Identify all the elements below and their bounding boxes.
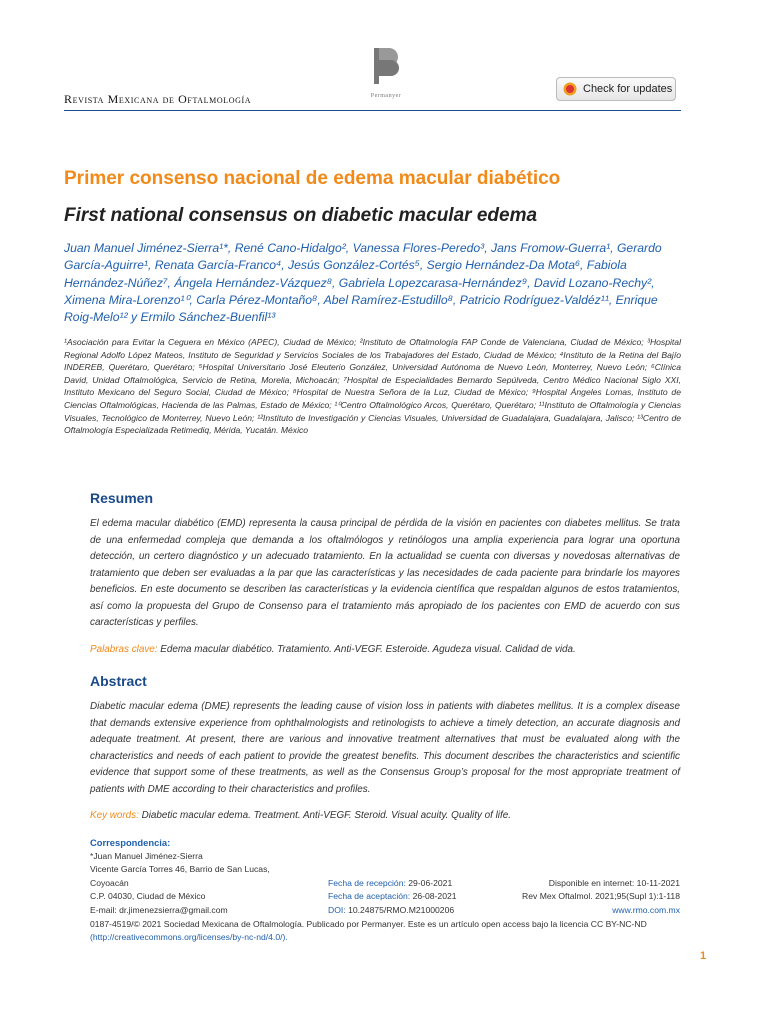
correspondence-street: Vicente García Torres 46, Barrio de San Lucas, [90,864,270,875]
abstract-keywords-text: Diabetic macular edema. Treatment. Anti-VEGF. Steroid. Visual acuity. Quality of life. [141,810,511,821]
citation: Rev Mex Oftalmol. 2021;95(Supl 1):1-118 [522,891,680,902]
correspondence-postal: C.P. 04030, Ciudad de México [90,891,206,902]
permanyer-logo-icon [371,46,401,86]
resumen-keywords-text: Edema macular diabético. Tratamiento. Anti-VEGF. Esteroide. Agudeza visual. Calidad de vida. [160,643,576,655]
correspondence-city: Coyoacán [90,877,129,888]
title-spanish: Primer consenso nacional de edema macular diabético [64,168,561,189]
doi-label: DOI: [328,904,346,915]
online-date: Disponible en internet: 10-11-2021 [548,877,680,888]
page-number: 1 [700,950,707,962]
resumen-section [90,490,680,655]
abstract-text: Diabetic macular edema (DME) represents the leading cause of vision loss in patients with diabetes mellitus. It is a complex disease that demands extensive experience from ophthalmologists and retinologists to achieve a timely detection, an accurate diagnosis and adequate treatment. At present, there are various and innovative treatment alternatives that must be evaluated along with the characteristics and needs of each patient to provide the greatest benefits. This document describes the characteristics and scientific evidence that support some of these treatments, as well as the Consensus Group’s proposal for the most appropriate treatment of patients with DME according to their characteristics and profiles. [90,701,680,795]
resumen-text: El edema macular diabético (EMD) representa la causa principal de pérdida de la visión en pacientes con diabetes mellitus. Se trata de una enfermedad compleja que demanda a los oftalmólogos y retinólogos una amplia experiencia para lograr una oportuna detección, un certero diagnóstico y un adecuado tratamiento. En la actualidad se cuenta con diversas y novedosas alternativas de tratamiento que deben ser evaluadas a la par que las características y las necesidades de cada paciente para brindarle los mayores beneficios. En este documento se describen las características y la evidencia científica que respaldan algunos de estos tratamientos, así como la propuesta del Grupo de Consenso para el tratamiento más apropiado de los pacientes con EMD de acuerdo con sus características y perfiles. [90,518,680,628]
abstract-keywords-label: Key words: [90,810,139,821]
publisher-name: Permanyer [370,93,402,99]
title-english: First national consensus on diabetic macular edema [64,205,538,226]
accepted-label: Fecha de aceptación: [328,891,411,902]
license-text: 0187-4519/© 2021 Sociedad Mexicana de Oftalmología. Publicado por Permanyer. Este es un artículo open access bajo la licencia CC BY-NC-ND [90,918,647,929]
check-updates-icon [563,82,577,96]
accepted-date: 26-08-2021 [412,891,457,902]
abstract-section [90,673,680,821]
doi-value[interactable]: 10.24875/RMO.M21000206 [348,904,455,915]
abstract-keywords [90,810,680,821]
correspondence-row [90,904,680,918]
license-link[interactable]: (http://creativecommons.org/licenses/by-nc-nd/4.0/). [90,932,288,943]
author-list: Juan Manuel Jiménez-Sierra¹*, René Cano-Hidalgo², Vanessa Flores-Peredo³, Jans Fromow-Guerra¹, Gerardo García-Aguirre¹, Renata García-Franco⁴, Jesús González-Cortés⁵, Sergio Hernández-Da Mota⁶, Fabiola Hernández-Núñez⁷, Ángela Hernández-Vázquez⁸, Gabriela Lopezcarasa-Hernández⁹, David Lozano-Rechy², Ximena Mira-Lorenzo¹⁰, Carla Pérez-Montaño⁸, Abel Ramírez-Estudillo⁸, Patricio Rodríguez-Valdéz¹¹, Enrique Roig-Melo¹² y Ermilo Sánchez-Buenfil¹³ [64,241,662,325]
affiliations: ¹Asociación para Evitar la Ceguera en México (APEC), Ciudad de México; ²Instituto de Oftalmología FAP Conde de Valenciana, Ciudad de México; ³Hospital Regional Adolfo López Mateos, Instituto de Seguridad y Servicios Sociales de los Trabajadores del Estado, Ciudad de México; ⁴Instituto de la Retina del Bajío INDEREB, Querétaro, Querétaro; ⁵Hospital Universitario José Eleuterio González, Universidad Autónoma de Nuevo León, Monterrey, Nuevo León; ⁶Clínica David, Unidad Oftalmológica, Servicio de Retina, Morelia, Michoacán; ⁷Hospital de Especialidades Bernardo Sepúlveda, Centro Médico Nacional Siglo XXI, Instituto Mexicano del Seguro Social, Ciudad de México; ⁸Hospital de Nuestra Señora de la Luz, Ciudad de México; ⁹Hospital Ángeles Lomas, Instituto de Ciencias Oftalmológicas, Hacienda de las Palmas, Estado de México; ¹⁰Centro Oftalmológico Arcos, Querétaro, Querétaro; ¹¹Instituto de Oftalmología y Ciencias Visuales, Tecnológico de Monterrey, Nuevo León; ¹²Instituto de Investigación y Ciencias Visuales, Universidad de Guadalajara, Guadalajara, Jalisco; ¹³Centro de Oftalmología Especializada Retimediq, Mérida, Yucatán. México [64,337,681,436]
received-label: Fecha de recepción: [328,877,406,888]
publisher-logo [364,46,408,99]
correspondence-heading: Correspondencia: [90,837,171,848]
resumen-heading: Resumen [90,490,154,506]
correspondence-block [90,836,680,945]
correspondence-row [90,877,680,891]
check-updates-button[interactable] [556,77,676,101]
header-rule [64,110,681,111]
abstract-heading: Abstract [90,673,147,689]
correspondence-email[interactable]: E-mail: dr.jimenezsierra@gmail.com [90,904,228,915]
correspondence-row [90,890,680,904]
resumen-keywords [90,644,680,655]
correspondence-name: *Juan Manuel Jiménez-Sierra [90,850,203,861]
website-link[interactable]: www.rmo.com.mx [612,904,680,915]
resumen-keywords-label: Palabras clave: [90,643,158,655]
received-date: 29-06-2021 [408,877,453,888]
journal-name: Revista Mexicana de Oftalmología [64,92,252,106]
check-updates-label: Check for updates [583,83,673,95]
